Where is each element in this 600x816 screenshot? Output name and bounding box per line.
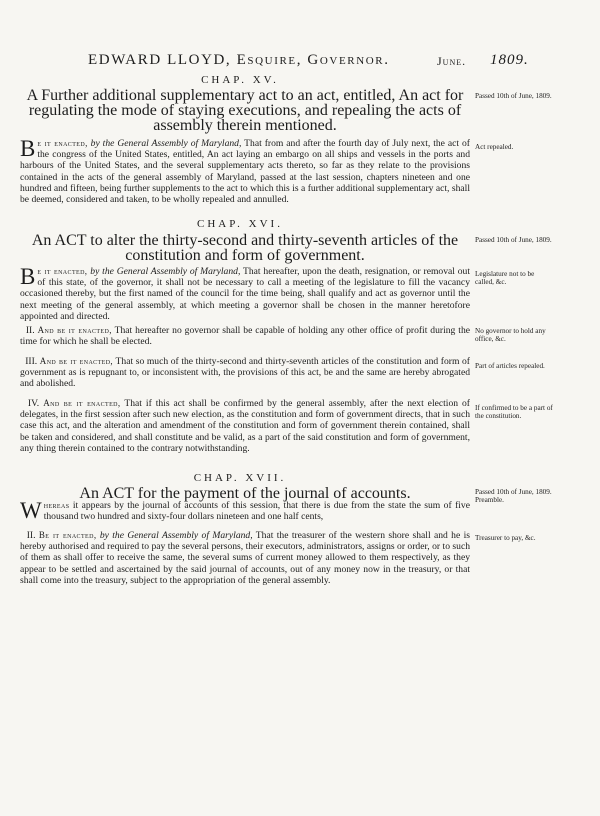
act-body-xvi-s4 bbox=[20, 398, 470, 454]
margin-note: Treasurer to pay, &c. bbox=[475, 534, 536, 542]
section-lead: And be it enacted, bbox=[43, 398, 121, 408]
chapter-heading-xvii: CHAP. XVII. bbox=[193, 472, 287, 484]
section-authority: by the General Assembly of Maryland, bbox=[99, 530, 253, 541]
section-ii bbox=[20, 325, 470, 347]
drop-cap: W bbox=[20, 498, 42, 523]
act-body-xvi-s3 bbox=[20, 356, 470, 390]
chapter-heading-xv: CHAP. XV. bbox=[201, 74, 279, 86]
section-number: II. bbox=[25, 325, 35, 336]
section-enacting bbox=[20, 138, 470, 205]
section-authority: by the General Assembly of Maryland, bbox=[90, 266, 241, 277]
section-lead: And be it enacted, bbox=[37, 325, 112, 335]
margin-note: Passed 10th of June, 1809. Preamble. bbox=[475, 488, 552, 504]
act-title-xvi: An ACT to alter the thirty-second and thirty-seventh articles of the constitution and form of government. bbox=[31, 232, 459, 264]
section-iv bbox=[20, 398, 470, 454]
section-text: That the treasurer of the western shore shall and he is hereby authorised and required to pay the several persons, their executors, administrators, assigns or order, or to such of them as shall offer to receive the same, the several sums of current money allowed to them respectively, as they appear to be settled and ascertained by the said journal of accounts, out of any money now in the treasury, or that shall come into the treasury, subject to the appropriation of the general assembly. bbox=[20, 530, 470, 586]
section-number: IV. bbox=[27, 398, 40, 409]
act-title-xvii: An ACT for the payment of the journal of accounts. bbox=[79, 485, 411, 502]
margin-note: If confirmed to be a part of the constitution. bbox=[475, 404, 553, 420]
section-iii bbox=[20, 356, 470, 390]
act-body-xvi-s2 bbox=[20, 325, 470, 347]
section-text: That so much of the thirty-second and thirty-seventh articles of the constitution and form of government as is repugnant to, or inconsistent with, the provisions of this act, be and the same are hereby abrogated and abolished. bbox=[20, 356, 471, 390]
section-text: That if this act shall be confirmed by the general assembly, after the next election of delegates, in the first session after such new election, as the constitution and form of government directs, that in such case this act, and the alteration and amendment of the constitution and form of government therein contained, shall be taken and considered, and shall constitute and be valid, as a part of the said constitution and form of government, any thing therein contained to the contrary notwithstanding. bbox=[20, 398, 471, 454]
drop-cap: B bbox=[20, 136, 36, 161]
section-text: That hereafter, upon the death, resignation, or removal out of this state, of the governor, it shall not be necessary to call a meeting of the legislature to fill the vacancy occasioned thereby, but the first named of the council for the time being, shall qualify and act as governor until the next meeting of the general assembly, at which meeting a governor shall be chosen in the manner heretofore appointed and directed. bbox=[20, 266, 471, 322]
act-body-xvii-s2 bbox=[20, 530, 470, 586]
act-title-xv: A Further additional supplementary act to an act, entitled, An act for regulating the mode of staying executions, and repealing the acts of assembly therein mentioned. bbox=[26, 87, 464, 134]
section-lead: hereas bbox=[43, 500, 70, 510]
section-enacting bbox=[20, 266, 470, 322]
chapter-heading-xvi: CHAP. XVI. bbox=[197, 218, 283, 230]
section-lead: e it enacted, bbox=[37, 138, 88, 148]
section-lead: e it enacted, bbox=[37, 266, 88, 276]
header-year: 1809. bbox=[490, 52, 529, 68]
margin-note: Passed 10th of June, 1809. bbox=[475, 236, 552, 244]
section-lead: Be it enacted, bbox=[38, 530, 97, 540]
section-ii bbox=[20, 530, 470, 586]
running-header bbox=[0, 52, 600, 72]
header-month: June. bbox=[437, 54, 467, 68]
section-text: it appears by the journal of accounts of this session, that there is due from the state the sum of five thousand two hundred and sixty-four dollars nineteen and one half cents, bbox=[43, 500, 470, 523]
section-lead: And be it enacted, bbox=[39, 356, 114, 366]
margin-note: Legislature not to be called, &c. bbox=[475, 270, 535, 286]
margin-note: Passed 10th of June, 1809. bbox=[475, 92, 552, 100]
margin-note: Act repealed. bbox=[475, 143, 514, 151]
section-preamble bbox=[20, 500, 470, 522]
section-number: III. bbox=[25, 356, 38, 367]
margin-note: Part of articles repealed. bbox=[475, 362, 545, 370]
section-number: II. bbox=[26, 530, 36, 541]
section-authority: by the General Assembly of Maryland, bbox=[90, 138, 242, 149]
section-text: That hereafter no governor shall be capable of holding any other office of profit during the time for which he shall be elected. bbox=[20, 325, 471, 348]
act-body-xvi-s1 bbox=[20, 266, 470, 322]
margin-note: No governor to hold any office, &c. bbox=[475, 327, 546, 343]
section-text: That from and after the fourth day of July next, the act of the congress of the United States, entitled, An act laying an embargo on all ships and vessels in the ports and harbours of the United States, and the several supplementary acts thereto, so far as they relate to the provisions contained in the acts of the general assembly of Maryland, passed at the last session, chapters nineteen and one hundred and fifteen, being further supplements to the act to which this is a further additional supplementary act, shall be deemed, considered and taken, to be wholly repealed and annulled. bbox=[20, 138, 470, 206]
drop-cap: B bbox=[20, 264, 36, 289]
header-governor: EDWARD LLOYD, Esquire, Governor. bbox=[88, 52, 390, 68]
act-body-xvii-preamble bbox=[20, 500, 470, 522]
act-body-xv bbox=[20, 138, 470, 205]
